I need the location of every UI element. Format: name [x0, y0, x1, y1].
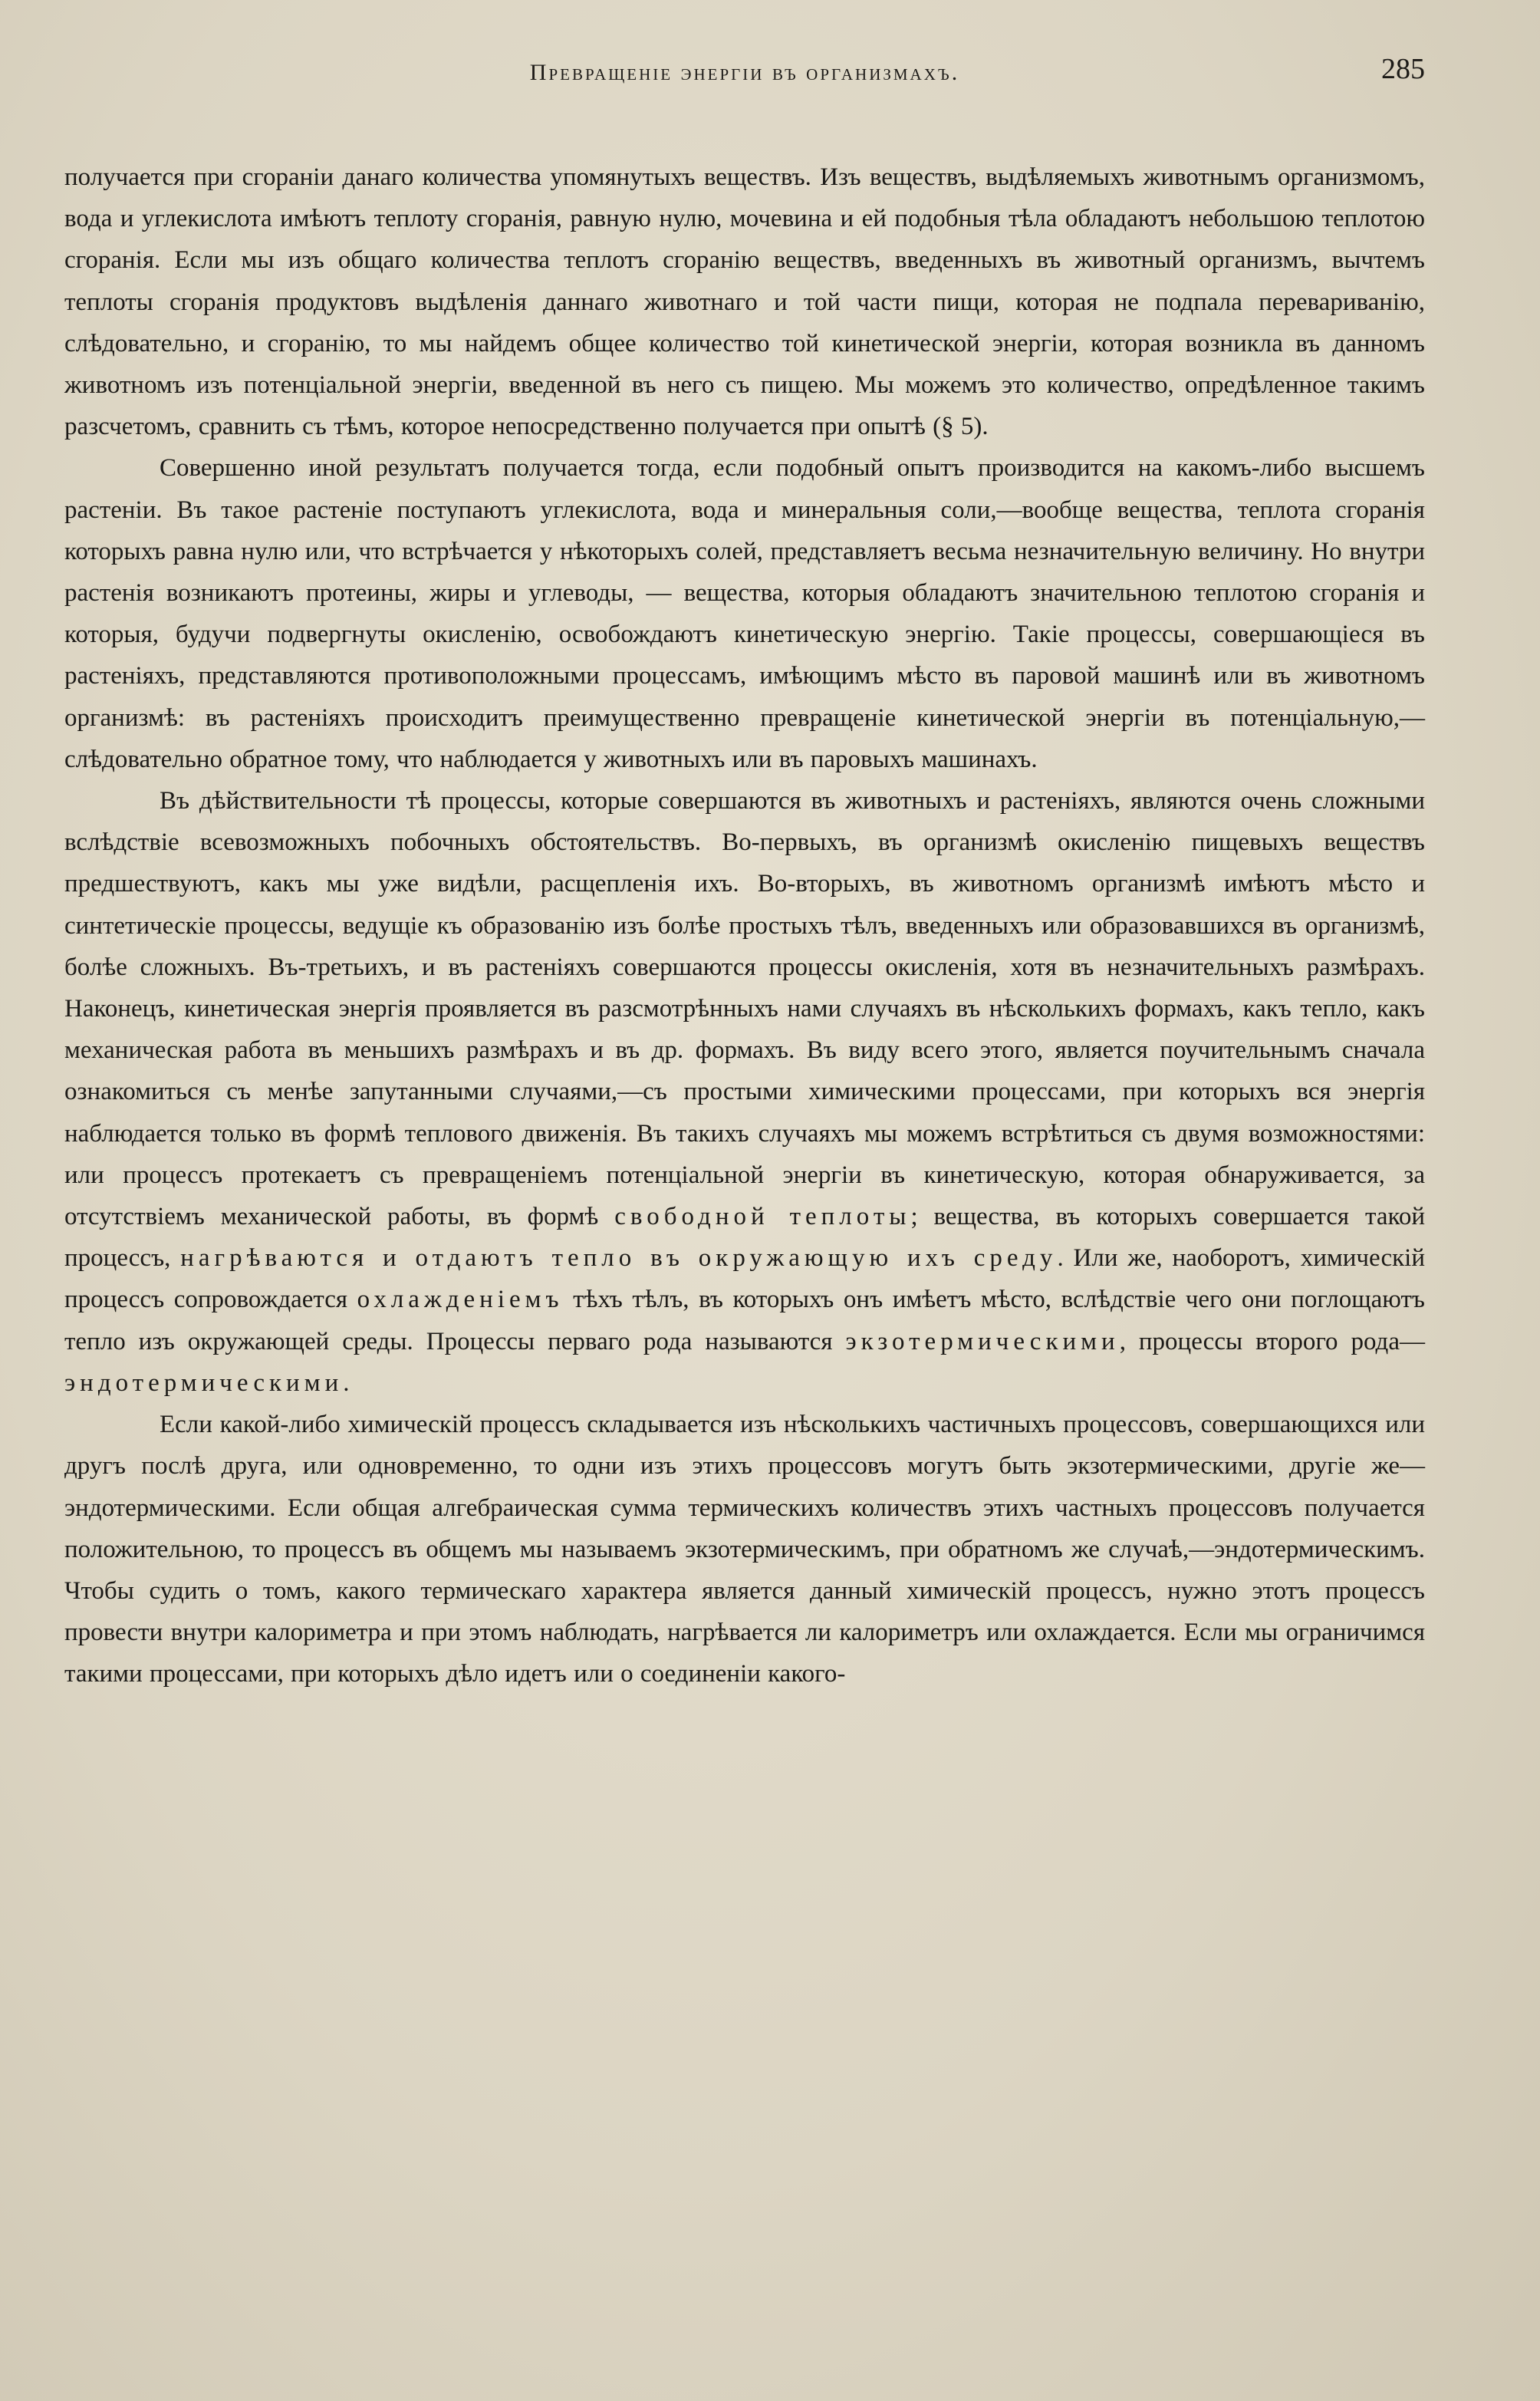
spaced-emphasis: охлажденіемъ: [357, 1286, 564, 1314]
text-run: .: [343, 1368, 350, 1397]
spaced-emphasis: свободной теплоты: [614, 1203, 911, 1231]
text-run: Совершенно иной результатъ получается тогда, если подобный опытъ производится на какомъ-либо высшемъ растеніи. Въ такое растеніе поступаютъ углекислота, вода и минеральныя соли,—вообще вещества, теплота сгоранія которыхъ равна нулю или, что встрѣчается у нѣкоторыхъ солей, представляетъ весьма незначительную величину. Но внутри растенія возникаютъ протеины, жиры и углеводы, — вещества, которыя обладаютъ значительною теплотою сгоранія и которыя, будучи подвергнуты окисленію, освобождаютъ кинетическую энергію. Такіе процессы, совершающіеся въ растеніяхъ, представляются противоположными процессамъ, имѣющимъ мѣсто въ паровой машинѣ или въ животномъ организмѣ: въ растеніяхъ происходитъ преимущественно превращеніе кинетической энергіи въ потенціальную,—слѣдовательно обратное тому, что наблюдается у животныхъ или въ паровыхъ машинахъ.: [64, 454, 1425, 773]
text-run: . Или же, наоборотъ, химическій процессъ сопровождается: [64, 1244, 1425, 1314]
text-run: Въ дѣйствительности тѣ процессы, которые совершаются въ животныхъ и растеніяхъ, являются очень сложными вслѣдствіе всевозможныхъ побочныхъ обстоятельствъ. Во-первыхъ, въ организмѣ окисленію пищевыхъ веществъ предшествуютъ, какъ мы уже видѣли, расщепленія ихъ. Во-вторыхъ, въ животномъ организмѣ имѣютъ мѣсто и синтетическіе процессы, ведущіе къ образованію изъ болѣе простыхъ тѣлъ, введенныхъ или образовавшихся въ организмѣ, болѣе сложныхъ. Въ-третьихъ, и въ растеніяхъ совершаются процессы окисленія, хотя въ незначительныхъ размѣрахъ. Наконецъ, кинетическая энергія проявляется въ разсмотрѣнныхъ нами случаяхъ въ нѣсколькихъ формахъ, какъ тепло, какъ механическая работа въ меньшихъ размѣрахъ и въ др. формахъ. Въ виду всего этого, является поучительнымъ сначала ознакомиться съ менѣе запутанными случаями,—съ простыми химическими процессами, при которыхъ вся энергія наблюдается только въ формѣ теплового движенія. Въ такихъ случаяхъ мы можемъ встрѣтиться съ двумя возможностями: или процессъ протекаетъ съ превращеніемъ потенціальной энергіи въ кинетическую, которая обнаруживается, за отсутствіемъ механической работы, въ формѣ: [64, 787, 1425, 1231]
spaced-emphasis: нагрѣваются и отдаютъ тепло въ окружающую ихъ среду: [180, 1244, 1058, 1273]
paragraph-2: [64, 447, 1425, 780]
text-run: , процессы второго рода—: [1119, 1327, 1425, 1355]
paragraph-1: [64, 156, 1425, 447]
text-run: ; вещества, въ которыхъ совершается такой процессъ,: [64, 1203, 1426, 1273]
text-run: Если какой-либо химическій процессъ складывается изъ нѣсколькихъ частичныхъ процессовъ, совершающихся или другъ послѣ друга, или одновременно, то одни изъ этихъ процессовъ могутъ быть экзотермическими, другіе же—эндотермическими. Если общая алгебраическая сумма термическихъ количествъ этихъ частныхъ процессовъ получается положительною, то процессъ въ общемъ мы называемъ экзотермическимъ, при обратномъ же случаѣ,—эндотермическимъ. Чтобы судить о томъ, какого термическаго характера является данный химическій процессъ, нужно этотъ процессъ провести внутри калориметра и при этомъ наблюдать, нагрѣвается ли калориметръ или охлаждается. Если мы ограничимся такими процессами, при которыхъ дѣло идетъ или о соединеніи какого-: [64, 1411, 1425, 1688]
running-title: Превращеніе энергіи въ организмахъ.: [529, 60, 960, 85]
spaced-emphasis: эндотермическими: [64, 1368, 344, 1397]
paragraph-3: [64, 780, 1425, 1404]
paragraph-4: [64, 1404, 1425, 1695]
page-number: 285: [1381, 53, 1425, 85]
running-head: [64, 53, 1425, 110]
text-run: тѣхъ тѣлъ, въ которыхъ онъ имѣетъ мѣсто, вслѣдствіе чего они поглощаютъ тепло изъ окружающей среды. Процессы перваго рода называются: [64, 1286, 1425, 1355]
body-text: [64, 156, 1425, 1695]
text-run: получается при сгораніи данаго количества упомянутыхъ веществъ. Изъ веществъ, выдѣляемыхъ животнымъ организмомъ, вода и углекислота имѣютъ теплоту сгоранія, равную нулю, мочевина и ей подобныя тѣла обладаютъ небольшою теплотою сгоранія. Если мы изъ общаго количества теплотъ сгоранію веществъ, введенныхъ въ животный организмъ, вычтемъ теплоты сгоранія продуктовъ выдѣленія даннаго животнаго и той части пищи, которая не подпала перевариванію, слѣдовательно, и сгоранію, то мы найдемъ общее количество той кинетической энергіи, которая возникла въ данномъ животномъ изъ потенціальной энергіи, введенной въ него съ пищею. Мы можемъ это количество, опредѣленное такимъ разсчетомъ, сравнить съ тѣмъ, которое непосредственно получается при опытѣ (§ 5).: [64, 163, 1425, 441]
spaced-emphasis: экзотермическими: [845, 1327, 1120, 1355]
